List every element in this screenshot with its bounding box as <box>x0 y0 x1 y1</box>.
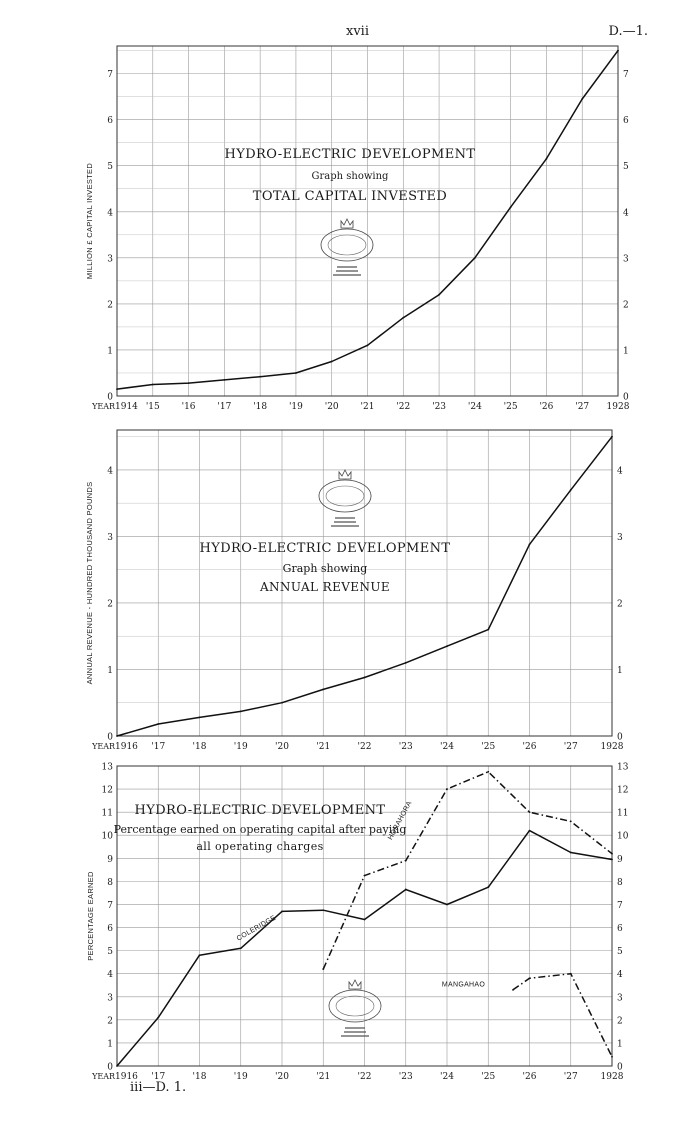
x-tick-label: '17 <box>217 402 232 412</box>
data-point <box>617 50 619 52</box>
x-tick-label: '23 <box>398 742 413 752</box>
data-point <box>446 788 448 790</box>
y-tick-label-left: 2 <box>107 300 113 311</box>
x-axis-prefix: YEAR <box>92 1072 115 1081</box>
data-point <box>529 830 531 832</box>
y-tick-label-right: 10 <box>617 831 629 842</box>
data-point <box>188 382 190 384</box>
y-tick-label-right: 1 <box>623 346 629 357</box>
y-tick-label-left: 1 <box>107 665 113 676</box>
data-point <box>446 904 448 906</box>
percentage-earned-chart <box>0 756 700 1086</box>
x-tick-label: '16 <box>181 402 196 412</box>
x-tick-label: '20 <box>324 402 339 412</box>
x-tick-label: '24 <box>467 402 482 412</box>
series-label: HORAHORA <box>387 800 414 842</box>
y-tick-label-right: 0 <box>617 1062 623 1073</box>
chart-subtitle-2: TOTAL CAPITAL INVESTED <box>252 189 448 204</box>
series-label: COLERIDGE <box>235 914 278 943</box>
y-tick-label-left: 0 <box>107 392 113 403</box>
data-point <box>157 1017 159 1019</box>
data-point <box>322 968 324 970</box>
y-tick-label-left: 5 <box>107 947 113 958</box>
y-tick-label-right: 6 <box>623 116 629 127</box>
x-tick-label: 1928 <box>600 742 624 752</box>
data-point <box>570 973 572 975</box>
y-tick-label-right: 5 <box>617 947 623 958</box>
data-point <box>529 977 531 979</box>
y-tick-label-right: 4 <box>617 970 623 981</box>
chart-subtitle: Percentage earned on operating capital after paying <box>113 823 407 836</box>
x-tick-label: '26 <box>522 1072 537 1082</box>
data-point <box>487 629 489 631</box>
capital-invested-chart <box>0 40 700 420</box>
seal-inner-ring <box>336 996 374 1016</box>
data-point <box>438 294 440 296</box>
y-tick-label-right: 0 <box>623 392 629 403</box>
y-tick-label-left: 7 <box>107 900 113 911</box>
x-tick-label: '21 <box>360 402 375 412</box>
x-tick-label: '18 <box>253 402 268 412</box>
data-point <box>295 372 297 374</box>
y-tick-label-left: 6 <box>107 924 113 935</box>
data-point <box>546 158 548 160</box>
data-point <box>405 889 407 891</box>
x-axis-prefix: YEAR <box>92 402 115 411</box>
data-point <box>322 909 324 911</box>
x-tick-label: '23 <box>398 1072 413 1082</box>
footer-reference: iii—D. 1. <box>130 1080 187 1095</box>
y-tick-label-left: 7 <box>107 70 113 81</box>
x-tick-label: '22 <box>396 402 411 412</box>
data-point <box>487 886 489 888</box>
seal-inner-ring <box>328 235 366 255</box>
y-tick-label-right: 0 <box>617 732 623 743</box>
data-point <box>281 702 283 704</box>
data-point <box>116 735 118 737</box>
data-point <box>402 317 404 319</box>
y-tick-label-right: 3 <box>617 993 623 1004</box>
page-number: xvii <box>346 24 369 39</box>
x-tick-label: '27 <box>575 402 590 412</box>
x-tick-label: '24 <box>440 1072 454 1082</box>
y-tick-label-left: 0 <box>107 1062 113 1073</box>
y-tick-label-right: 3 <box>623 254 629 265</box>
data-point <box>322 689 324 691</box>
x-tick-label: 1914 <box>115 402 138 412</box>
chart-subtitle: Graph showing <box>311 171 389 182</box>
y-tick-label-left: 4 <box>107 208 113 219</box>
seal-outer-ring <box>321 229 373 261</box>
data-point <box>510 206 512 208</box>
y-tick-label-right: 11 <box>617 808 629 819</box>
y-tick-label-right: 12 <box>617 785 629 796</box>
y-tick-label-left: 9 <box>107 854 113 865</box>
data-point <box>570 489 572 491</box>
chart-title: HYDRO-ELECTRIC DEVELOPMENT <box>134 803 386 818</box>
data-point <box>199 954 201 956</box>
x-tick-label: '20 <box>275 1072 289 1082</box>
y-axis-label: PERCENTAGE EARNED <box>86 871 95 961</box>
data-point <box>570 820 572 822</box>
x-tick-label: '26 <box>539 402 554 412</box>
data-point <box>529 544 531 546</box>
data-point <box>364 677 366 679</box>
y-tick-label-right: 8 <box>617 877 623 888</box>
y-tick-label-left: 3 <box>107 993 113 1004</box>
data-point <box>116 388 118 390</box>
series-line-horahora <box>323 772 612 969</box>
x-tick-label: '24 <box>440 742 454 752</box>
data-point <box>199 716 201 718</box>
y-tick-label-left: 4 <box>107 970 113 981</box>
y-tick-label-left: 6 <box>107 116 113 127</box>
seal-outer-ring <box>319 480 371 512</box>
data-point <box>240 710 242 712</box>
x-tick-label: '25 <box>481 1072 496 1082</box>
data-point <box>446 645 448 647</box>
data-point <box>281 910 283 912</box>
x-tick-label: '22 <box>357 1072 372 1082</box>
chart-subtitle-2: ANNUAL REVENUE <box>259 580 391 594</box>
data-point <box>611 853 613 855</box>
x-tick-label: '27 <box>563 742 578 752</box>
x-tick-label: '21 <box>316 1072 331 1082</box>
y-tick-label-right: 4 <box>623 208 629 219</box>
chart-title: HYDRO-ELECTRIC DEVELOPMENT <box>199 541 451 556</box>
x-tick-label: '25 <box>481 742 496 752</box>
data-point <box>529 811 531 813</box>
x-tick-label: '17 <box>151 1072 166 1082</box>
data-point <box>116 1065 118 1067</box>
y-tick-label-left: 5 <box>107 162 113 173</box>
data-point <box>570 852 572 854</box>
data-point <box>152 384 154 386</box>
chart-subtitle-2: all operating charges <box>196 840 324 853</box>
data-point <box>405 662 407 664</box>
data-point <box>611 436 613 438</box>
y-tick-label-left: 1 <box>107 1039 113 1050</box>
series-label: MANGAHAO <box>441 981 486 989</box>
y-tick-label-left: 3 <box>107 254 113 265</box>
x-tick-label: '19 <box>233 742 248 752</box>
y-tick-label-left: 11 <box>101 808 113 819</box>
data-point <box>223 379 225 381</box>
x-tick-label: '21 <box>316 742 331 752</box>
y-tick-label-right: 1 <box>617 665 623 676</box>
y-tick-label-left: 13 <box>101 762 113 773</box>
x-axis-prefix: YEAR <box>92 742 115 751</box>
x-tick-label: '17 <box>151 742 166 752</box>
x-tick-label: '19 <box>288 402 303 412</box>
y-tick-label-right: 2 <box>623 300 629 311</box>
x-tick-label: '19 <box>233 1072 248 1082</box>
y-tick-label-right: 7 <box>617 900 623 911</box>
y-axis-label: MILLION £ CAPITAL INVESTED <box>85 162 94 280</box>
x-tick-label: 1928 <box>600 1072 624 1082</box>
data-point <box>512 989 514 991</box>
crown-icon <box>349 980 361 989</box>
y-tick-label-right: 13 <box>617 762 629 773</box>
y-tick-label-left: 2 <box>107 599 113 610</box>
y-tick-label-right: 7 <box>623 70 629 81</box>
data-point <box>405 860 407 862</box>
y-tick-label-left: 3 <box>107 532 113 543</box>
y-tick-label-left: 10 <box>101 831 113 842</box>
y-tick-label-left: 12 <box>101 785 113 796</box>
x-tick-label: '18 <box>192 1072 207 1082</box>
y-tick-label-right: 3 <box>617 532 623 543</box>
y-tick-label-right: 1 <box>617 1039 623 1050</box>
y-tick-label-right: 6 <box>617 924 623 935</box>
crown-icon <box>341 219 353 228</box>
y-tick-label-right: 4 <box>617 466 623 477</box>
y-axis-label: ANNUAL REVENUE - HUNDRED THOUSAND POUNDS <box>85 481 94 685</box>
x-tick-label: 1916 <box>115 1072 138 1082</box>
y-tick-label-left: 0 <box>107 732 113 743</box>
x-tick-label: '15 <box>145 402 160 412</box>
y-tick-label-right: 2 <box>617 599 623 610</box>
y-tick-label-left: 8 <box>107 877 113 888</box>
y-tick-label-right: 5 <box>623 162 629 173</box>
data-point <box>611 859 613 861</box>
x-tick-label: '20 <box>275 742 289 752</box>
x-tick-label: '27 <box>563 1072 578 1082</box>
seal-outer-ring <box>329 990 381 1022</box>
x-tick-label: '23 <box>432 402 447 412</box>
data-point <box>581 98 583 100</box>
y-tick-label-right: 2 <box>617 1016 623 1027</box>
data-point <box>259 376 261 378</box>
data-point <box>331 361 333 363</box>
data-point <box>367 344 369 346</box>
crown-icon <box>339 470 351 479</box>
x-tick-label: '22 <box>357 742 372 752</box>
data-point <box>240 947 242 949</box>
data-point <box>487 771 489 773</box>
x-tick-label: 1916 <box>115 742 138 752</box>
data-point <box>474 257 476 259</box>
data-point <box>157 723 159 725</box>
series-line-mangahao <box>513 974 612 1057</box>
x-tick-label: '26 <box>522 742 537 752</box>
document-reference: D.—1. <box>608 24 648 39</box>
x-tick-label: '25 <box>503 402 518 412</box>
chart-title: HYDRO-ELECTRIC DEVELOPMENT <box>224 147 476 162</box>
data-point <box>364 919 366 921</box>
x-tick-label: 1928 <box>606 402 630 412</box>
chart-subtitle: Graph showing <box>282 562 368 575</box>
y-tick-label-right: 9 <box>617 854 623 865</box>
y-tick-label-left: 1 <box>107 346 113 357</box>
annual-revenue-chart <box>0 418 700 758</box>
y-tick-label-left: 4 <box>107 466 113 477</box>
x-tick-label: '18 <box>192 742 207 752</box>
data-point <box>364 875 366 877</box>
y-tick-label-left: 2 <box>107 1016 113 1027</box>
data-point <box>611 1056 613 1058</box>
